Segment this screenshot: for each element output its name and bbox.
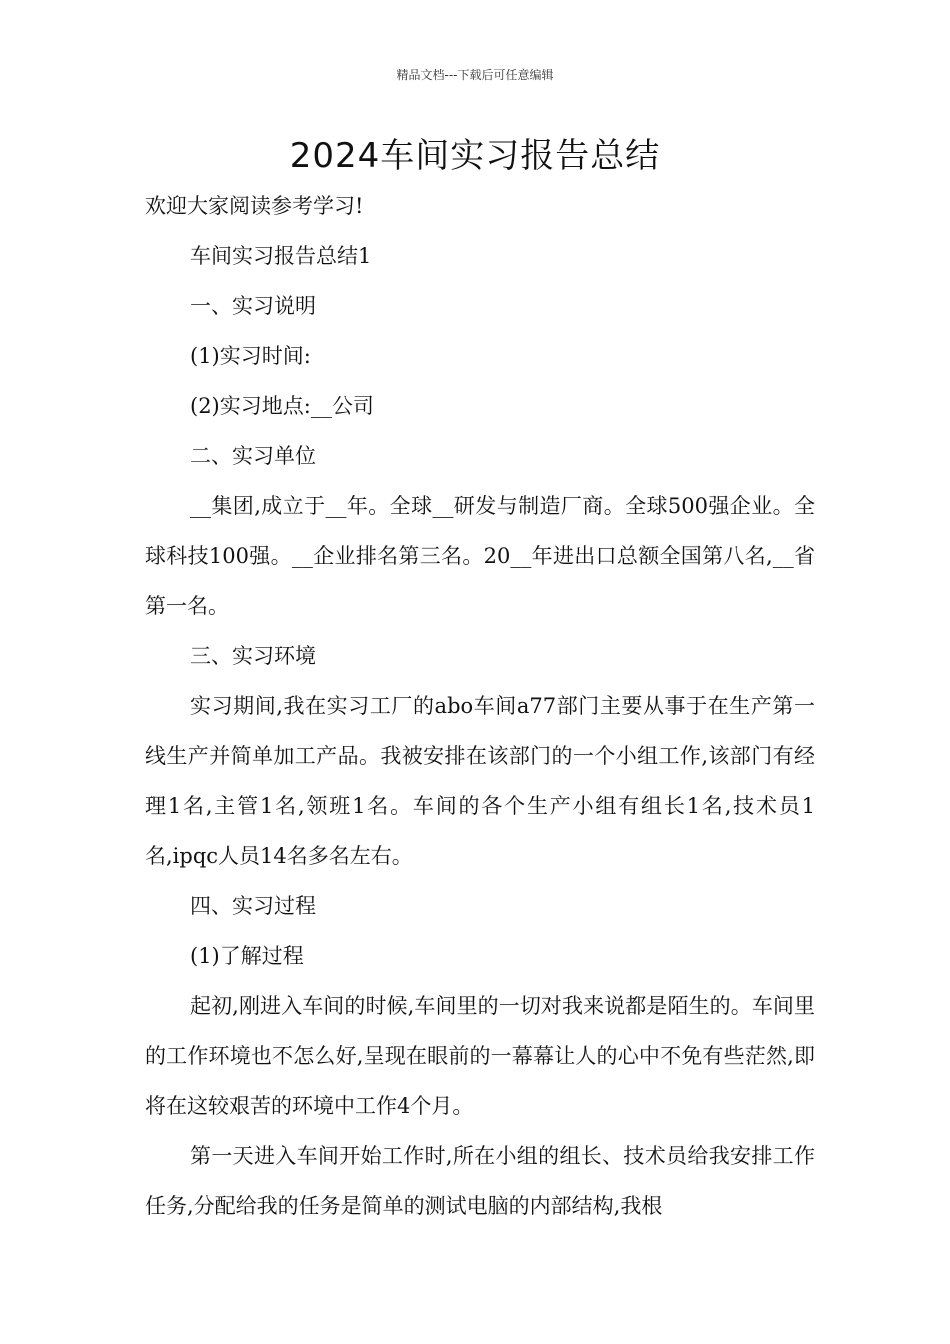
paragraph-greeting: 欢迎大家阅读参考学习! (145, 194, 364, 218)
paragraph-company: __集团,成立于__年。全球__研发与制造厂商。全球500强企业。全球科技100强。__企业排名第三名。20__年进出口总额全国第八名,__省第一名。 (145, 494, 815, 618)
paragraph-location: (2)实习地点:__公司 (190, 394, 374, 418)
document-body (145, 181, 815, 1231)
section-heading-1: 一、实习说明 (190, 294, 316, 318)
subsection-heading: (1)了解过程 (190, 944, 304, 968)
header-note: 精品文档---下载后可任意编辑 (396, 68, 554, 82)
paragraph-subtitle: 车间实习报告总结1 (190, 244, 372, 268)
document-title: 2024车间实习报告总结 (289, 136, 661, 176)
section-heading-3: 三、实习环境 (190, 644, 316, 668)
paragraph-environment: 实习期间,我在实习工厂的abo车间a77部门主要从事于在生产第一线生产并简单加工产品。我被安排在该部门的一个小组工作,该部门有经理1名,主管1名,领班1名。车间的各个生产小组有组长1名,技术员1名,ipqc人员14名多名左右。 (145, 694, 815, 868)
section-heading-4: 四、实习过程 (190, 894, 316, 918)
paragraph-first-day: 第一天进入车间开始工作时,所在小组的组长、技术员给我安排工作任务,分配给我的任务是简单的测试电脑的内部结构,我根 (145, 1144, 815, 1218)
paragraph-time: (1)实习时间: (190, 344, 311, 368)
paragraph-initial: 起初,刚进入车间的时候,车间里的一切对我来说都是陌生的。车间里的工作环境也不怎么好,呈现在眼前的一幕幕让人的心中不免有些茫然,即将在这较艰苦的环境中工作4个月。 (145, 994, 815, 1118)
section-heading-2: 二、实习单位 (190, 444, 316, 468)
